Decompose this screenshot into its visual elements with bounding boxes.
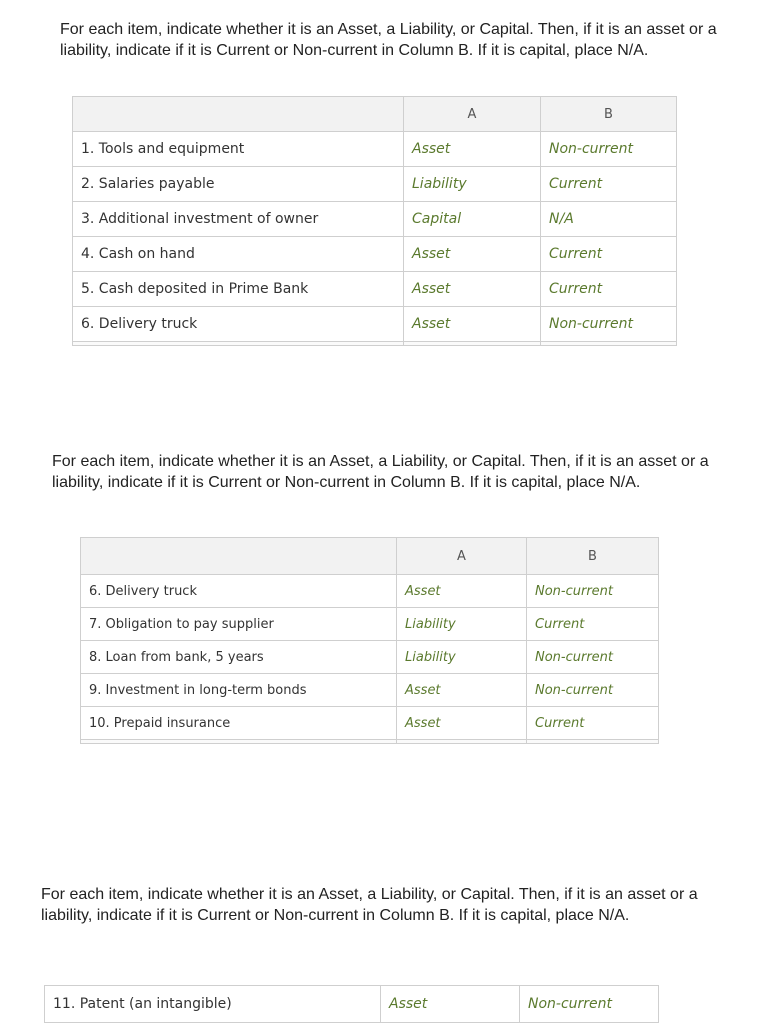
- column-b-answer: Non-current: [541, 307, 677, 342]
- instructions-text: For each item, indicate whether it is an Asset, a Liability, or Capital. Then, if it is an asset or a liability, indicate if it is Current or Non-current in Column B. If it is capital, place N/A.: [52, 453, 709, 491]
- table-row-cutoff: [81, 740, 659, 744]
- column-a-answer: Asset: [404, 307, 541, 342]
- header-column-a: A: [404, 97, 541, 132]
- table-row: [73, 307, 677, 342]
- column-a-answer: Asset: [397, 575, 527, 608]
- table-row: [73, 237, 677, 272]
- item-cell: 4. Cash on hand: [73, 237, 404, 272]
- column-b-answer: Current: [541, 237, 677, 272]
- column-b-answer: Current: [527, 707, 659, 740]
- empty-cell: [527, 740, 659, 744]
- table-row: [81, 674, 659, 707]
- empty-cell: [404, 342, 541, 346]
- empty-cell: [397, 740, 527, 744]
- classification-table: [44, 985, 659, 1023]
- instructions-text: For each item, indicate whether it is an Asset, a Liability, or Capital. Then, if it is an asset or a liability, indicate if it is Current or Non-current in Column B. If it is capital, place N/A.: [41, 886, 698, 924]
- column-a-answer: Asset: [404, 132, 541, 167]
- column-a-answer: Asset: [397, 674, 527, 707]
- item-cell: 1. Tools and equipment: [73, 132, 404, 167]
- column-b-answer: Non-current: [527, 674, 659, 707]
- table-row: [45, 986, 659, 1023]
- table-row: [73, 132, 677, 167]
- column-b-answer: Non-current: [527, 575, 659, 608]
- table-header-row: [73, 97, 677, 132]
- item-cell: 6. Delivery truck: [73, 307, 404, 342]
- column-b-answer: Non-current: [520, 986, 659, 1023]
- column-a-answer: Liability: [404, 167, 541, 202]
- item-cell: 3. Additional investment of owner: [73, 202, 404, 237]
- header-column-b: B: [541, 97, 677, 132]
- table-row: [81, 575, 659, 608]
- header-item: [73, 97, 404, 132]
- item-cell: 11. Patent (an intangible): [45, 986, 381, 1023]
- table-row: [81, 608, 659, 641]
- column-a-answer: Asset: [397, 707, 527, 740]
- column-b-answer: Current: [527, 608, 659, 641]
- header-column-b: B: [527, 538, 659, 575]
- table-row: [73, 272, 677, 307]
- empty-cell: [73, 342, 404, 346]
- column-a-answer: Liability: [397, 641, 527, 674]
- table-row: [81, 641, 659, 674]
- column-b-answer: Non-current: [527, 641, 659, 674]
- table-row-cutoff: [73, 342, 677, 346]
- table-row: [73, 167, 677, 202]
- item-cell: 10. Prepaid insurance: [81, 707, 397, 740]
- column-b-answer: Current: [541, 167, 677, 202]
- column-a-answer: Asset: [404, 272, 541, 307]
- instructions-text: For each item, indicate whether it is an Asset, a Liability, or Capital. Then, if it is an asset or a liability, indicate if it is Current or Non-current in Column B. If it is capital, place N/A.: [60, 21, 717, 59]
- table-header-row: [81, 538, 659, 575]
- table-row: [73, 202, 677, 237]
- item-cell: 9. Investment in long-term bonds: [81, 674, 397, 707]
- empty-cell: [541, 342, 677, 346]
- header-item: [81, 538, 397, 575]
- item-cell: 8. Loan from bank, 5 years: [81, 641, 397, 674]
- classification-table: [80, 537, 659, 744]
- column-a-answer: Capital: [404, 202, 541, 237]
- item-cell: 6. Delivery truck: [81, 575, 397, 608]
- table-row: [81, 707, 659, 740]
- item-cell: 2. Salaries payable: [73, 167, 404, 202]
- item-cell: 7. Obligation to pay supplier: [81, 608, 397, 641]
- column-b-answer: N/A: [541, 202, 677, 237]
- empty-cell: [81, 740, 397, 744]
- classification-table: [72, 96, 677, 346]
- item-cell: 5. Cash deposited in Prime Bank: [73, 272, 404, 307]
- header-column-a: A: [397, 538, 527, 575]
- column-b-answer: Non-current: [541, 132, 677, 167]
- column-a-answer: Asset: [404, 237, 541, 272]
- column-b-answer: Current: [541, 272, 677, 307]
- column-a-answer: Asset: [381, 986, 520, 1023]
- column-a-answer: Liability: [397, 608, 527, 641]
